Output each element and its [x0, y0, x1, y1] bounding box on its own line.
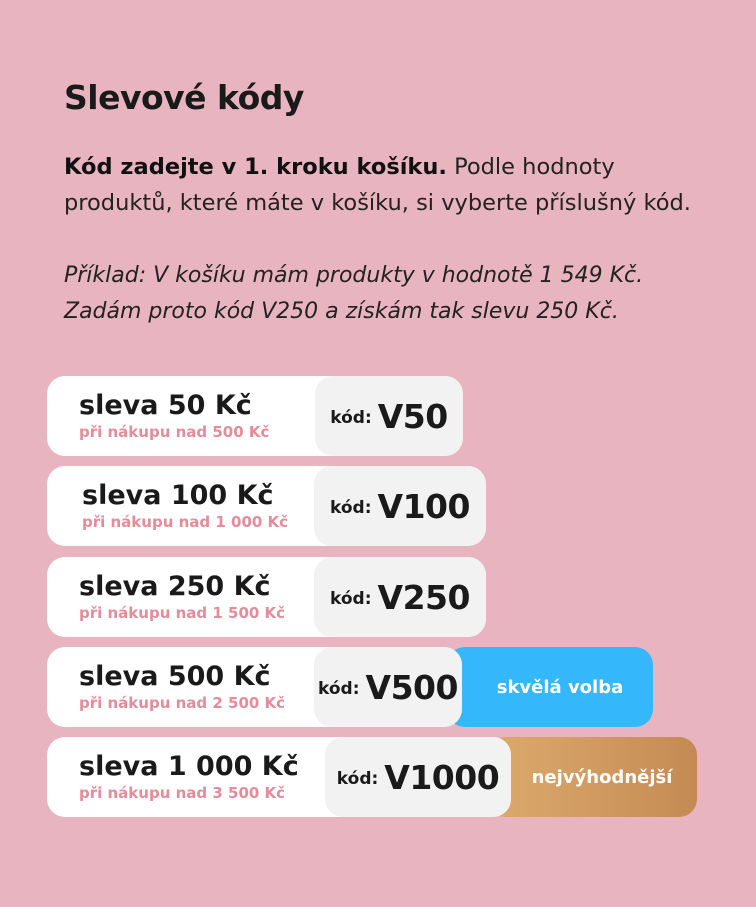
- code-label: kód:: [318, 679, 360, 699]
- code-label: kód:: [330, 498, 372, 518]
- discount-condition: při nákupu nad 1 500 Kč: [79, 604, 286, 622]
- intro-rest: Podle hodnoty produktů, které máte v košíku, si vyberte příslušný kód.: [64, 154, 691, 216]
- code-value[interactable]: V500: [365, 667, 458, 707]
- badge-label: skvělá volba: [496, 676, 624, 698]
- code-box[interactable]: [314, 647, 462, 727]
- code-box[interactable]: [314, 466, 486, 546]
- discount-row-v250: [47, 557, 486, 637]
- discount-condition: při nákupu nad 1 000 Kč: [82, 513, 289, 531]
- code-value[interactable]: V100: [377, 486, 470, 526]
- discount-card: [47, 376, 463, 456]
- discount-row-v50: [47, 376, 463, 456]
- badge-label: nejvýhodnější: [531, 766, 673, 788]
- discount-row-v500: [47, 647, 653, 727]
- discount-amount: sleva 100 Kč: [82, 480, 274, 511]
- discount-card: [47, 737, 511, 817]
- code-box[interactable]: [325, 737, 511, 817]
- discount-card: [47, 557, 486, 637]
- best-choice-badge: [447, 647, 653, 727]
- example-line-1: Příklad: V košíku mám produkty v hodnotě 1 549 Kč.: [64, 263, 644, 288]
- code-label: kód:: [336, 769, 379, 789]
- code-label: kód:: [330, 408, 372, 428]
- discount-card: [47, 466, 486, 546]
- discount-condition: při nákupu nad 500 Kč: [79, 423, 270, 441]
- most-advantageous-badge: [487, 737, 697, 817]
- code-value[interactable]: V50: [377, 396, 448, 436]
- intro-text: [64, 149, 724, 221]
- discount-amount: sleva 50 Kč: [79, 390, 252, 421]
- example-text: [64, 258, 724, 330]
- discount-row-v1000: [47, 737, 697, 817]
- discount-condition: při nákupu nad 2 500 Kč: [79, 694, 286, 712]
- example-line-2: Zadám proto kód V250 a získám tak slevu 250 Kč.: [64, 299, 619, 324]
- code-value[interactable]: V250: [377, 577, 470, 617]
- discount-row-v100: [47, 466, 486, 546]
- discount-amount: sleva 1 000 Kč: [79, 751, 299, 782]
- code-label: kód:: [330, 589, 372, 609]
- code-box[interactable]: [315, 376, 463, 456]
- discount-amount: sleva 500 Kč: [79, 661, 271, 692]
- page-title: Slevové kódy: [64, 78, 304, 117]
- discount-amount: sleva 250 Kč: [79, 571, 271, 602]
- intro-bold: Kód zadejte v 1. kroku košíku.: [64, 154, 447, 180]
- discount-condition: při nákupu nad 3 500 Kč: [79, 784, 286, 802]
- discount-card: [47, 647, 462, 727]
- code-box[interactable]: [314, 557, 486, 637]
- code-value[interactable]: V1000: [384, 757, 500, 797]
